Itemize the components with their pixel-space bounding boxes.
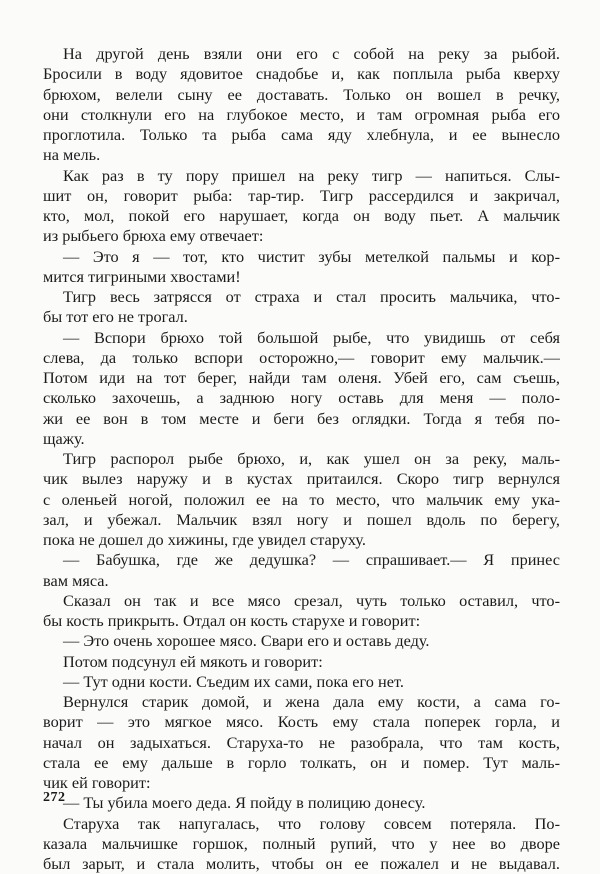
text-line: ворит — это мягкое мясо. Кость ему стала поперек горла, и	[43, 712, 560, 732]
text-line: вам мяса.	[43, 570, 109, 590]
text-line: жи ее вон в том месте и беги без оглядки. Тогда я тебя по-	[43, 408, 560, 428]
text-line: Вернулся старик домой, и жена дала ему кости, а сама го-	[63, 692, 560, 711]
text-line: Потом подсунул ей мякоть и говорит:	[63, 651, 323, 671]
text-line: слева, да только вспори осторожно,— говорит ему мальчик.—	[43, 347, 560, 367]
text-line: проглотила. Только та рыба сама яду хлебнула, и ее вынесло	[43, 125, 560, 144]
text-line: мится тигриными хвостами!	[43, 266, 241, 286]
text-line: бы кость прикрыть. Отдал он кость старухе и говорит:	[43, 611, 421, 630]
text-line: Тигр весь затрясся от страха и стал просить мальчика, что-	[63, 287, 560, 306]
text-line: шит он, говорит рыба: тар-тир. Тигр рассердился и закричал,	[43, 185, 560, 205]
text-line: Сказал он так и все мясо срезал, чуть только оставил, что-	[63, 590, 560, 610]
text-line: — Тут одни кости. Съедим их сами, пока его нет.	[63, 671, 404, 691]
text-line: кто, мол, покой его нарушает, когда он воду пьет. А мальчик	[43, 206, 560, 225]
text-line: Потом иди на тот берег, найди там оленя. Убей его, сам съешь,	[43, 368, 560, 387]
text-line: — Это я — тот, кто чистит зубы метелкой пальмы и кор-	[63, 246, 560, 266]
text-line: стала ее ему дальше в горло толкать, он и помер. Тут маль-	[43, 752, 560, 772]
text-line: сколько захочешь, а заднюю ногу оставь для меня — поло-	[43, 388, 560, 408]
body-text	[43, 44, 560, 874]
page-number: 272	[43, 790, 66, 805]
text-line: они столкнули его на глубокое место, и там огромная рыба его	[43, 104, 560, 124]
text-line: Бросили в воду ядовитое снадобье и, как поплыла рыба кверху	[43, 64, 560, 84]
text-line: Как раз в ту пору пришел на реку тигр — напиться. Слы-	[63, 165, 560, 185]
text-line: зал, и убежал. Мальчик взял ногу и пошел вдоль по берегу,	[43, 509, 560, 529]
text-line: чик ей говорит:	[43, 773, 151, 792]
text-line: щажу.	[43, 428, 85, 448]
text-line: бы тот его не трогал.	[43, 307, 188, 327]
text-line: из рыбьего брюха ему отвечает:	[43, 226, 264, 246]
text-line: начал он задыхаться. Старуха-то не разобрала, что там кость,	[43, 732, 560, 752]
text-line: — Вспори брюхо той большой рыбе, что увидишь от себя	[63, 327, 560, 347]
text-line: Старуха так напугалась, что голову совсем потеряла. По-	[63, 813, 560, 833]
text-line: был зарыт, и стала молить, чтобы он ее пожалел и не выдавал.	[43, 854, 560, 873]
text-line: Тигр распорол рыбе брюхо, и, как ушел он за реку, маль-	[63, 449, 560, 468]
text-line: с оленьей ногой, положил ее на то место, что мальчик ему ука-	[43, 489, 560, 509]
text-line: — Это очень хорошее мясо. Свари его и оставь деду.	[63, 631, 430, 651]
text-line: — Ты убила моего деда. Я пойду в полицию донесу.	[63, 793, 426, 813]
text-line: — Бабушка, где же дедушка? — спрашивает.— Я принес	[63, 550, 560, 570]
text-line: чик вылез наружу и в кустах притаился. Скоро тигр вернулся	[43, 469, 560, 489]
text-line: пока не дошел до хижины, где увидел старуху.	[43, 530, 366, 549]
text-line: брюхом, велели сыну ее доставать. Только он вошел в речку,	[43, 84, 560, 104]
text-line: на мель.	[43, 145, 101, 165]
text-line: На другой день взяли они его с собой на реку за рыбой.	[63, 44, 560, 63]
text-line: казала мальчишке горшок, полный рупий, что у нее во дворе	[43, 833, 560, 853]
